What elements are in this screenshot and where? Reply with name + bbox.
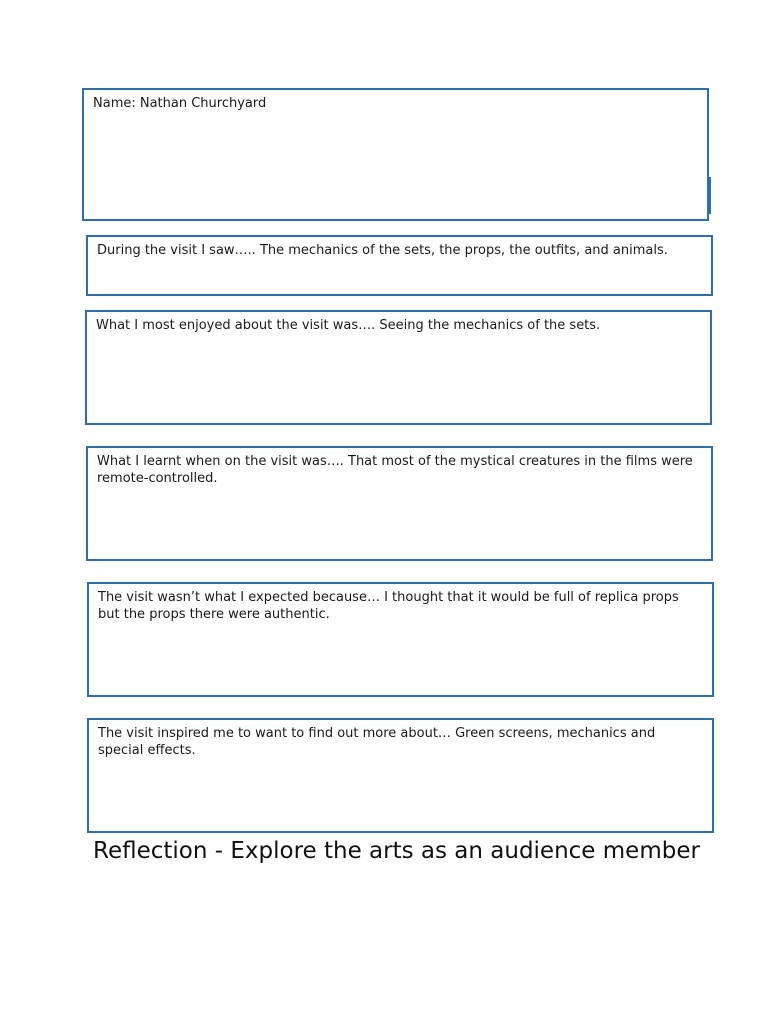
enjoyed-text: What I most enjoyed about the visit was…. Seeing the mechanics of the sets. [96,318,601,333]
enjoyed-box[interactable] [85,310,712,425]
name-box-tab [707,177,711,214]
name-text: Name: Nathan Churchyard [93,96,267,111]
learnt-box[interactable] [86,446,713,561]
saw-text: During the visit I saw….. The mechanics of the sets, the props, the outfits, and animals. [97,243,668,258]
learnt-text: What I learnt when on the visit was…. That most of the mystical creatures in the films were remote-controlled. [97,454,693,486]
inspired-box[interactable] [87,718,714,833]
name-box[interactable] [82,88,709,221]
expected-box[interactable] [87,582,714,697]
page-title: Reflection - Explore the arts as an audience member [93,838,700,864]
saw-box[interactable] [86,235,713,296]
expected-text: The visit wasn’t what I expected because… I thought that it would be full of replica props but the props there were authentic. [98,590,679,622]
inspired-text: The visit inspired me to want to find out more about… Green screens, mechanics and special effects. [98,726,656,758]
